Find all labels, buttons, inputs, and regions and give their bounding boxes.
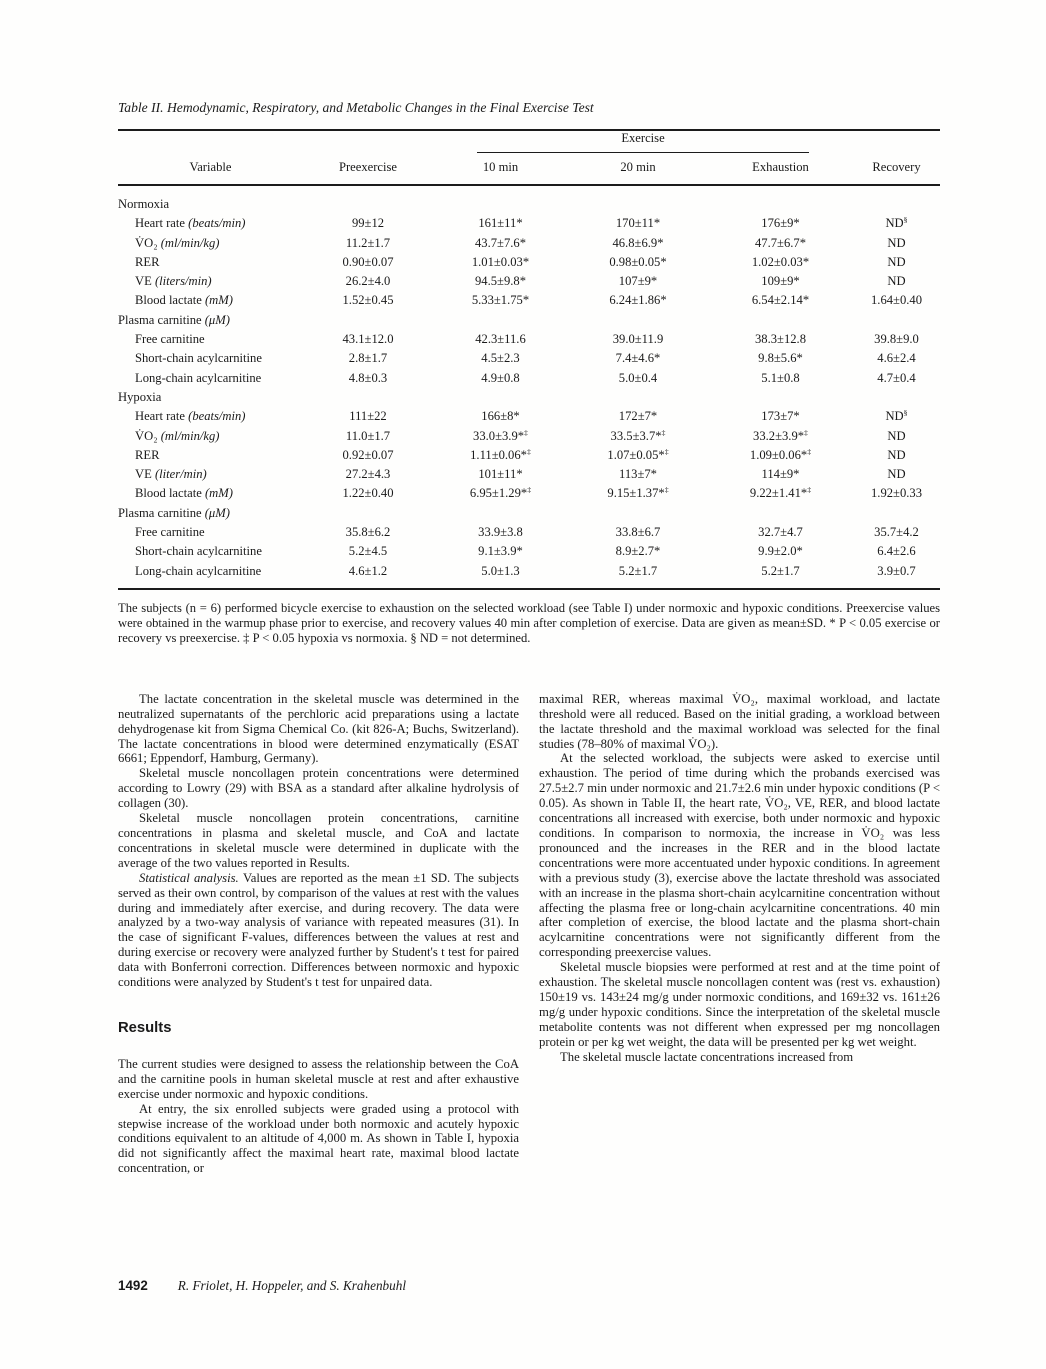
value-cell: 1.01±0.03*: [471, 254, 530, 269]
value-cell: [853, 388, 940, 407]
value-cell: 1.64±0.40: [871, 293, 922, 308]
value-cell: 11.0±1.7: [345, 428, 391, 443]
column-header-exhaustion: Exhaustion: [752, 160, 809, 174]
table-footnote: The subjects (n = 6) performed bicycle exercise to exhaustion on the selected workload (see Table I) under normoxic and hypoxic conditions. Preexercise values were obtained in the warmup phase prior to exercise, and recovery values 40 min after completion of exercise. Data are given as mean±SD. * P < 0.05 exercise or recovery vs preexercise. ‡ P < 0.05 hypoxia vs normoxia. § ND = not determined.: [118, 600, 940, 646]
value-cell: [433, 504, 568, 523]
row-label: Short-chain acylcarnitine: [135, 544, 262, 559]
value-cell: 6.95±1.29*‡: [469, 485, 532, 501]
value-cell: 9.8±5.6*: [758, 351, 803, 366]
value-cell: 39.8±9.0: [874, 332, 919, 347]
table-row: [118, 427, 940, 446]
value-cell: 35.8±6.2: [345, 525, 391, 540]
value-cell: 109±9*: [761, 274, 800, 289]
value-cell: 4.8±0.3: [348, 370, 388, 385]
value-cell: 5.1±0.8: [761, 370, 800, 385]
value-cell: ND§: [885, 215, 908, 231]
table-row: [118, 214, 940, 233]
value-cell: [708, 388, 853, 407]
value-cell: [853, 311, 940, 330]
table-section-row: [118, 504, 940, 523]
value-cell: 94.5±9.8*: [475, 274, 526, 289]
value-cell: ND: [887, 274, 906, 289]
value-cell: ND: [887, 447, 906, 462]
right-column-paragraphs: [539, 692, 940, 1065]
value-cell: [708, 185, 853, 214]
value-cell: 11.2±1.7: [345, 235, 391, 250]
paragraph: Skeletal muscle noncollagen protein concentrations, carnitine concentrations in plasma and skeletal muscle, and CoA and lactate concentrations in skeletal muscle were determined in duplicate with the average of the two values reported in Results.: [118, 811, 519, 870]
table-row: [118, 330, 940, 349]
value-cell: 5.2±1.7: [761, 563, 800, 578]
value-cell: 6.54±2.14*: [751, 293, 810, 308]
row-label: Long-chain acylcarnitine: [135, 370, 262, 385]
value-cell: 9.1±3.9*: [478, 544, 523, 559]
page-number: 1492: [118, 1278, 148, 1293]
value-cell: [303, 388, 433, 407]
row-label: Free carnitine: [135, 525, 205, 540]
value-cell: 114±9*: [761, 467, 800, 482]
column-header-recovery: Recovery: [872, 160, 921, 174]
value-cell: 5.0±1.3: [481, 563, 520, 578]
paragraph: Statistical analysis. Values are reported as the mean ±1 SD. The subjects served as their own control, by comparison of the values at rest with the values during and immediately after exercise, and during recovery. The data were analyzed by a two-way analysis of variance with repeated measures (31). In the case of significant F-values, differences between the values at rest and during exercise or recovery were analyzed further by Student's t test for paired data with Bonferroni correction. Differences between normoxic and hypoxic conditions were analyzed by Student's t test for unpaired data.: [118, 870, 519, 990]
table-row: [118, 523, 940, 542]
value-cell: 6.24±1.86*: [609, 293, 667, 308]
body-columns: [118, 692, 940, 1176]
value-cell: 43.7±7.6*: [475, 235, 526, 250]
value-cell: 33.5±3.7*‡: [610, 427, 666, 443]
value-cell: ND: [887, 467, 906, 482]
paragraph: At the selected workload, the subjects were asked to exercise until exhaustion. The period of time during which the probands exercised was 27.5±2.7 min under normoxic and 21.7±2.6 min under hypoxic conditions (P < 0.05). As shown in Table II, the heart rate, V̇O₂, VE, RER, and blood lactate concentrations all increased with exercise, both under normoxic and hypoxic conditions. In comparison to normoxia, the increase in V̇O₂ was less pronounced and the increases in the RER and in the blood lactate concentrations were more accentuated under hypoxic conditions. In agreement with a previous study (3), exercise above the lactate threshold was associated with an increase in the plasma short-chain acylcarnitine concentration without affecting the plasma free or long-chain acylcarnitine concentrations. 40 min after completion of exercise, the blood lactate and the plasma short-chain acylcarnitine concentrations were not significantly different from the corresponding preexercise values.: [539, 751, 940, 960]
row-label: VE (liters/min): [135, 274, 212, 289]
methods-paragraphs: [118, 692, 519, 990]
table-section-row: [118, 185, 940, 214]
value-cell: [303, 504, 433, 523]
value-cell: 42.3±11.6: [475, 332, 526, 347]
spanner-row: [118, 130, 940, 153]
value-cell: 46.8±6.9*: [612, 235, 664, 250]
value-cell: [568, 388, 708, 407]
value-cell: 1.52±0.45: [342, 293, 394, 308]
footer-authors: R. Friolet, H. Hoppeler, and S. Krahenbuhl: [177, 1278, 406, 1293]
value-cell: 9.9±2.0*: [758, 544, 803, 559]
page-footer: [118, 1278, 406, 1294]
value-cell: 4.5±2.3: [481, 351, 520, 366]
paragraph: At entry, the six enrolled subjects were graded using a protocol with stepwise increase of the workload under both normoxic and acutely hypoxic conditions equivalent to an altitude of 4,000 m. As shown in Table I, hypoxia did not significantly affect the maximal heart rate, maximal blood lactate concentration, or: [118, 1101, 519, 1176]
row-label: Heart rate (beats/min): [135, 409, 246, 424]
value-cell: 32.7±4.7: [758, 525, 803, 540]
value-cell: 33.2±3.9*‡: [753, 427, 808, 443]
value-cell: ND: [887, 235, 906, 250]
row-label: RER: [135, 254, 160, 269]
value-cell: ND: [887, 254, 906, 269]
value-cell: 0.90±0.07: [342, 254, 394, 269]
value-cell: ND§: [885, 408, 908, 424]
table-row: [118, 407, 940, 426]
value-cell: 27.2±4.3: [345, 467, 391, 482]
value-cell: 0.98±0.05*: [609, 254, 667, 269]
value-cell: [853, 185, 940, 214]
value-cell: 1.02±0.03*: [751, 254, 810, 269]
paragraph: The lactate concentration in the skeletal muscle was determined in the neutralized supernatants of the perchloric acid preparations using a lactate dehydrogenase kit from Sigma Chemical Co. (kit 826-A; Buchs, Switzerland). The lactate concentrations in blood were determined enzymatically (ESAT 6661; Eppendorf, Hamburg, Germany).: [118, 691, 519, 766]
value-cell: 1.09±0.06*‡: [749, 446, 812, 462]
data-table: [118, 129, 940, 590]
value-cell: 1.22±0.40: [342, 486, 394, 501]
value-cell: [708, 504, 853, 523]
table-row: [118, 349, 940, 368]
value-cell: 5.33±1.75*: [471, 293, 530, 308]
table-head: [118, 130, 940, 185]
value-cell: 33.9±3.8: [478, 525, 523, 540]
value-cell: [708, 311, 853, 330]
value-cell: [433, 311, 568, 330]
column-header-preexercise: Preexercise: [338, 160, 398, 174]
page-content: [118, 100, 940, 1176]
row-label: Plasma carnitine (μM): [118, 312, 230, 327]
value-cell: 6.4±2.6: [877, 544, 916, 559]
row-label: Short-chain acylcarnitine: [135, 351, 262, 366]
value-cell: 113±7*: [619, 467, 657, 482]
table-title: Table II. Hemodynamic, Respiratory, and Metabolic Changes in the Final Exercise Test: [118, 100, 594, 115]
table-row: [118, 446, 940, 465]
value-cell: 1.11±0.06*‡: [470, 446, 531, 462]
value-cell: [568, 504, 708, 523]
value-cell: 0.92±0.07: [342, 447, 394, 462]
value-cell: 35.7±4.2: [874, 525, 919, 540]
column-header-10min: 10 min: [482, 160, 519, 174]
value-cell: 111±22: [349, 409, 387, 424]
value-cell: 4.6±1.2: [348, 563, 388, 578]
row-label: Long-chain acylcarnitine: [135, 563, 262, 578]
left-column: [118, 692, 519, 1176]
column-header-variable: Variable: [189, 160, 232, 174]
value-cell: 4.7±0.4: [877, 370, 916, 385]
table-body: [118, 185, 940, 589]
value-cell: 173±7*: [761, 409, 800, 424]
value-cell: 33.8±6.7: [615, 525, 661, 540]
row-label: V̇O₂ (ml/min/kg): [135, 428, 220, 443]
value-cell: 5.2±1.7: [618, 563, 658, 578]
value-cell: 166±8*: [481, 409, 520, 424]
results-heading: Results: [118, 1019, 172, 1036]
row-label: Hypoxia: [118, 389, 162, 404]
paragraph: maximal RER, whereas maximal V̇O₂, maximal workload, and lactate threshold were all reduced. Based on the initial grading, a workload between the lactate threshold and the maximal workload was selected for the final studies (78–80% of maximal V̇O₂).: [539, 691, 940, 751]
row-label: RER: [135, 447, 160, 462]
value-cell: 2.8±1.7: [348, 351, 388, 366]
value-cell: 1.92±0.33: [871, 486, 922, 501]
value-cell: 107±9*: [618, 274, 658, 289]
value-cell: 99±12: [351, 216, 385, 231]
right-column: [539, 692, 940, 1176]
table-section-row: [118, 311, 940, 330]
row-label: Normoxia: [118, 197, 170, 211]
exercise-spanner-label: Exercise: [477, 131, 809, 153]
spanner-spacer-right: [853, 130, 940, 153]
table-row: [118, 562, 940, 589]
value-cell: [303, 311, 433, 330]
value-cell: 7.4±4.6*: [615, 351, 661, 366]
value-cell: 1.07±0.05*‡: [607, 446, 669, 462]
value-cell: [433, 185, 568, 214]
value-cell: 47.7±6.7*: [755, 235, 806, 250]
row-label: Free carnitine: [135, 332, 205, 347]
table-row: [118, 465, 940, 484]
exercise-spanner-cell: [433, 130, 853, 153]
table-section-row: [118, 388, 940, 407]
value-cell: 43.1±12.0: [342, 332, 394, 347]
value-cell: 176±9*: [761, 216, 800, 231]
row-label: V̇O₂ (ml/min/kg): [135, 235, 220, 250]
value-cell: 4.6±2.4: [877, 351, 916, 366]
paragraph: Skeletal muscle noncollagen protein concentrations were determined according to Lowry (29) with BSA as a standard after alkaline hydrolysis of collagen (30).: [118, 766, 519, 811]
value-cell: 9.15±1.37*‡: [607, 485, 669, 501]
row-label: Blood lactate (mM): [135, 293, 233, 308]
value-cell: 3.9±0.7: [877, 563, 916, 578]
value-cell: [568, 311, 708, 330]
table-row: [118, 291, 940, 310]
table-row: [118, 272, 940, 291]
value-cell: 8.9±2.7*: [615, 544, 661, 559]
table-row: [118, 253, 940, 272]
value-cell: 33.0±3.9*‡: [473, 427, 528, 443]
paragraph: Skeletal muscle biopsies were performed at rest and at the time point of exhaustion. The skeletal muscle noncollagen content was (rest vs. exhaustion) 150±19 vs. 143±24 mg/g under normoxic conditions, and 169±32 vs. 161±26 mg/g under hypoxic conditions. Since the interpretation of the skeletal muscle metabolite contents was not different when expressed per mg noncollagen protein or per kg wet weight, the data will be presented per kg wet weight.: [539, 960, 940, 1049]
value-cell: [853, 504, 940, 523]
value-cell: 5.0±0.4: [618, 370, 658, 385]
paragraph: The current studies were designed to assess the relationship between the CoA and the carnitine pools in human skeletal muscle at rest and after exhaustive exercise under normoxic and hypoxic conditions.: [118, 1056, 519, 1101]
table-row: [118, 369, 940, 388]
value-cell: 161±11*: [478, 216, 523, 231]
paragraph: The skeletal muscle lactate concentrations increased from: [560, 1049, 854, 1064]
value-cell: 172±7*: [618, 409, 658, 424]
row-label: VE (liter/min): [135, 467, 207, 482]
value-cell: ND: [887, 428, 906, 443]
row-label: Heart rate (beats/min): [135, 216, 246, 231]
value-cell: 39.0±11.9: [612, 332, 664, 347]
column-header-20min: 20 min: [620, 160, 656, 174]
value-cell: [433, 388, 568, 407]
results-paragraphs: [118, 1057, 519, 1176]
table-row: [118, 484, 940, 503]
table-row: [118, 234, 940, 253]
value-cell: 101±11*: [478, 467, 523, 482]
row-label: Plasma carnitine (μM): [118, 505, 230, 520]
value-cell: [568, 185, 708, 214]
value-cell: [303, 185, 433, 214]
value-cell: 4.9±0.8: [481, 370, 520, 385]
value-cell: 26.2±4.0: [345, 274, 391, 289]
row-label: Blood lactate (mM): [135, 486, 233, 501]
value-cell: 170±11*: [615, 216, 661, 231]
value-cell: 9.22±1.41*‡: [749, 485, 812, 501]
header-row: [118, 153, 940, 185]
value-cell: 38.3±12.8: [755, 332, 806, 347]
spanner-spacer-left: [118, 130, 433, 153]
table-row: [118, 542, 940, 561]
value-cell: 5.2±4.5: [348, 544, 388, 559]
